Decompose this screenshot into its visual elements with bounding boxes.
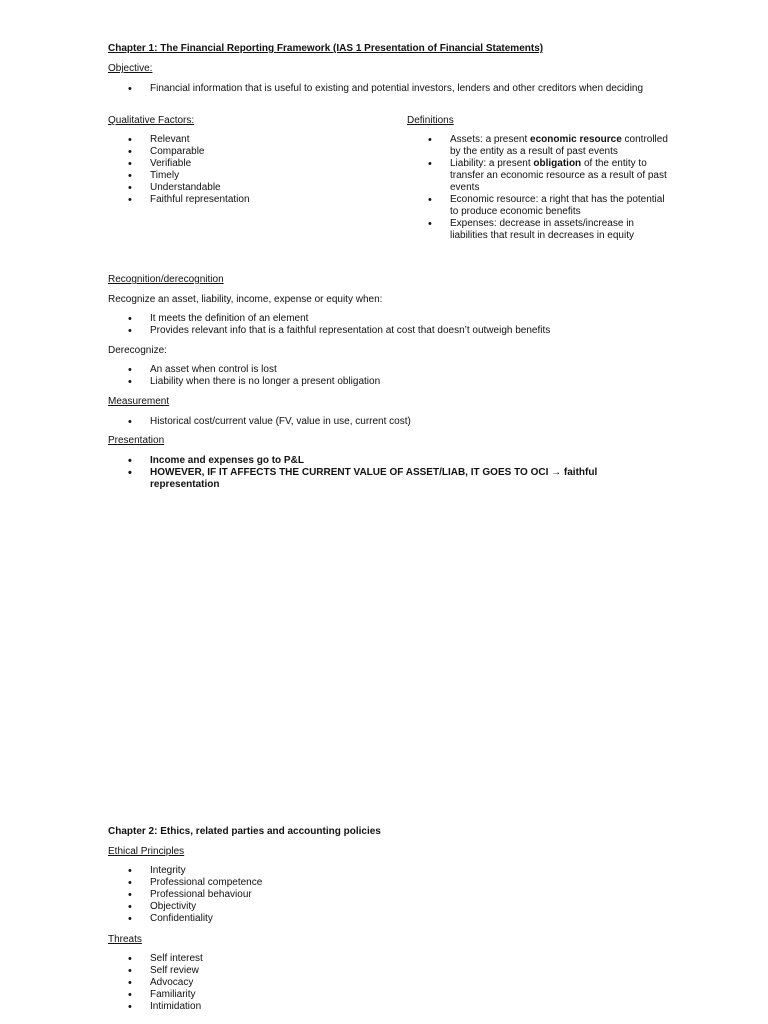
ethical-principles-list bbox=[108, 865, 262, 925]
definition-text: of the entity to transfer an economic resource as a result of past events bbox=[450, 158, 667, 193]
recognize-intro: Recognize an asset, liability, income, expense or equity when: bbox=[108, 294, 383, 305]
definition-bold-term: obligation bbox=[533, 158, 582, 169]
definition-economic-resource: • Economic resource: a right that has the potential to produce economic benefits bbox=[408, 194, 673, 218]
ethical-principles-heading: Ethical Principles bbox=[108, 846, 185, 857]
chapter1-title: Chapter 1: The Financial Reporting Framework (IAS 1 Presentation of Financial Statements) bbox=[108, 43, 544, 54]
list-item: • Intimidation bbox=[108, 1001, 203, 1013]
definition-text: controlled by the entity as a result of past events bbox=[450, 134, 668, 157]
list-item: • Familiarity bbox=[108, 989, 203, 1001]
objective-list bbox=[108, 83, 678, 95]
definition-expenses: • Expenses: decrease in assets/increase in liabilities that result in decreases in equity bbox=[408, 218, 673, 242]
list-item: • Timely bbox=[108, 170, 250, 182]
recognize-list bbox=[108, 313, 550, 337]
list-item: • Comparable bbox=[108, 146, 250, 158]
definition-bold-term: economic resource bbox=[530, 134, 622, 145]
threats-list bbox=[108, 953, 203, 1013]
measurement-list bbox=[108, 416, 411, 428]
list-item: • Faithful representation bbox=[108, 194, 250, 206]
list-item: • Confidentiality bbox=[108, 913, 262, 925]
definition-text: Assets: a present bbox=[450, 134, 531, 145]
definition-text: Liability: a present bbox=[450, 158, 534, 169]
list-item: • Liability when there is no longer a present obligation bbox=[108, 376, 380, 388]
definitions-heading: Definitions bbox=[407, 115, 454, 126]
recognition-heading: Recognition/derecognition bbox=[108, 274, 224, 285]
threats-heading: Threats bbox=[108, 934, 142, 945]
list-item: • Understandable bbox=[108, 182, 250, 194]
list-item: • Advocacy bbox=[108, 977, 203, 989]
list-item: • Integrity bbox=[108, 865, 262, 877]
list-item: • Provides relevant info that is a faithful representation at cost that doesn’t outweigh benefits bbox=[108, 325, 550, 337]
list-item: • Historical cost/current value (FV, value in use, current cost) bbox=[108, 416, 411, 428]
definitions-list bbox=[408, 134, 673, 242]
measurement-heading: Measurement bbox=[108, 396, 170, 407]
derecognize-intro: Derecognize: bbox=[108, 345, 167, 356]
presentation-heading: Presentation bbox=[108, 435, 165, 446]
list-item: • Self review bbox=[108, 965, 203, 977]
list-item: • Relevant bbox=[108, 134, 250, 146]
definition-liability bbox=[408, 158, 673, 194]
list-item: • Professional competence bbox=[108, 877, 262, 889]
qualitative-factors-heading: Qualitative Factors: bbox=[108, 115, 195, 126]
list-item: • Self interest bbox=[108, 953, 203, 965]
objective-heading: Objective: bbox=[108, 63, 153, 74]
chapter2-title: Chapter 2: Ethics, related parties and accounting policies bbox=[108, 826, 381, 837]
list-item: • Income and expenses go to P&L bbox=[108, 455, 608, 467]
list-item: • Verifiable bbox=[108, 158, 250, 170]
list-item: • Professional behaviour bbox=[108, 889, 262, 901]
derecognize-list bbox=[108, 364, 380, 388]
definition-assets bbox=[408, 134, 673, 158]
list-item: • An asset when control is lost bbox=[108, 364, 380, 376]
presentation-list bbox=[108, 455, 608, 491]
qualitative-factors-list bbox=[108, 134, 250, 206]
list-item: • It meets the definition of an element bbox=[108, 313, 550, 325]
list-item: • HOWEVER, IF IT AFFECTS THE CURRENT VALUE OF ASSET/LIAB, IT GOES TO OCI → faithful representation bbox=[108, 467, 608, 491]
list-item: • Objectivity bbox=[108, 901, 262, 913]
list-item: • Financial information that is useful to existing and potential investors, lenders and other creditors when deciding bbox=[108, 83, 678, 95]
